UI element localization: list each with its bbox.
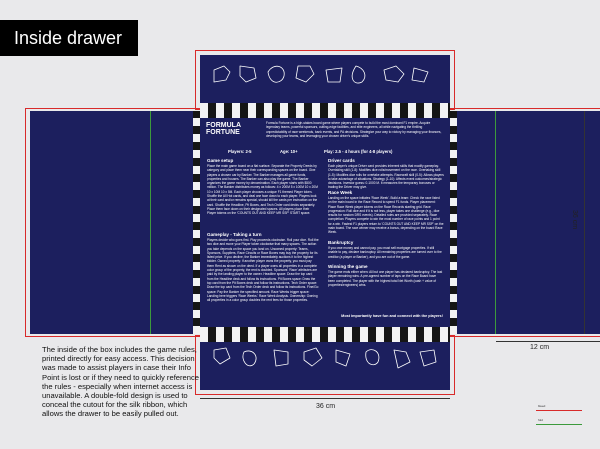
legend-fold-swatch: [536, 424, 582, 425]
track-icon: [214, 66, 230, 82]
body-bankruptcy: If you owe money and cannot pay, you must sell mortgage properties. If still unable to pay, declare bankruptcy. All remaining properties are turned over to the creditor (a player or Banker), and you are out of the game.: [328, 246, 442, 259]
body-driver-cards: Each player's unique Driver card provides inherent skills that modify gameplay. Overtaking skill (1-8): Modifies dice rolls/movement on the race. Overtaking skill (1-5): Modifies dice rolls for overtake attempts. Racecraft skill (0-5): Allows players to take advantage of situations. Strategy (1-10): Affects event outcomes/strategic decisions. Investor guess: 0-1000 M. It measures the temporary bonuses or trading the Driver may give.: [328, 164, 444, 190]
heading-bankruptcy: Bankruptcy: [328, 240, 354, 245]
flap-width-label: 12 cm: [530, 344, 550, 351]
logo-line-2: FORTUNE: [206, 129, 240, 136]
heading-game-setup: Game setup: [207, 158, 234, 163]
heading-driver-cards: Driver cards: [328, 158, 355, 163]
logo-line-1: FORMULA: [206, 122, 241, 129]
height-dimension-label: 36 cm: [571, 210, 578, 230]
body-race-week: Landing on the space initiates 'Race Week'. Build a team: Check the race listed on the main board in the Race Record to spend F1 funds. Player placement: Place Race Week player tokens on the Race Records starting grid. Race progression: Roll dice and if it is not less, player takes one challenge (e.g., dice results for random DRS events). Detailed rules are provided separately. Race completion: Players compete to win the most number of race points and 1 point for a win. Fastest F1 players return to 'COUNTS OUT AND KEEP MR SSP' on the main board. The race winner may receive a bonus, depending on the board Race Week.: [328, 196, 444, 235]
track-icon: [394, 350, 410, 368]
description-caption: The inside of the box includes the game rules, printed directly for easy access. This decision was made to assist players in case their Info Point is lost or if they need to quickly reference the rules - especially when internet access is unavailable. A double-fold design is used to conceal the cutout for the silk ribbon, which allows the drawer to be easily pulled out.: [42, 345, 200, 419]
legend-bleed-label: bleed: [538, 404, 546, 408]
legend: [520, 400, 590, 430]
track-icon: [214, 348, 230, 364]
players-info: Players: 2-5: [228, 149, 252, 154]
body-gameplay: Players decide who goes first. Play proceeds clockwise. Roll your dice. Roll the two dice and move your Player token clockwise that many spaces. The action you take depends on the space you land on. Unowned property: Teams, Sponsors, Suppliers, Race Circuits or Race Boxes may buy the property for its listed price. If you decline, the Banker immediately auctions it to the highest bidder. Owned property: If another player owns the property, you must pay them Rent as shown on the deed. If a player owns all properties in a complete color group of the property, the rent is doubled. Sponsors' 'Race' attributes are paid by the landing player to the owner. Headline space: Draw the top card from the Headline deck and follow its instructions. Pit Boxes space: Draw the top card from the Pit Boxes deck and follow its instructions. Tech Order space: Draw the top card from the Tech Order deck and follow its instructions. Fine/Go space: Pay the Banker the specified amount. Race Weeks trigger space: Landing here triggers 'Race Weeks.' Race Week Analysis. Ownership: Owning all properties in a color group doubles the rent fees for those properties.: [207, 238, 319, 303]
height-dimension-line: [584, 111, 585, 334]
track-icon: [240, 66, 256, 82]
track-icon: [274, 350, 288, 366]
track-icon: [243, 351, 256, 366]
age-info: Age: 10+: [280, 149, 298, 154]
track-icon: [420, 350, 436, 366]
track-icon: [352, 66, 365, 83]
flap-width-dimension-line: [496, 341, 600, 342]
legend-bleed-swatch: [536, 410, 582, 411]
bottom-width-label: 36 cm: [316, 403, 336, 410]
track-icon: [336, 350, 350, 366]
track-icon: [304, 348, 322, 366]
bottom-width-dimension-line: [200, 398, 450, 399]
intro-text: Formula Fortune is a high-stakes board game where players compete to build the most dominant F1 empire. Acquire legendary teams, powerful sponsors, cutting-edge facilities, and elite engineers, all while navigating the thrilling unpredictability of race weekends, bank events, and PA decisions. Strategize your way to victory by managing your finances, developing your teams, and leveraging your chosen driver's unique skills.: [266, 121, 442, 138]
heading-gameplay: Gameplay - Taking a turn: [207, 232, 262, 237]
track-icon: [366, 350, 379, 365]
closing-line: Most importantly have fun and connect with the players!: [341, 314, 443, 318]
legend-fold-label: fold: [538, 418, 543, 422]
slide-title: Inside drawer: [0, 20, 138, 56]
track-icon: [326, 68, 342, 82]
track-icon: [412, 68, 428, 82]
heading-winning: Winning the game: [328, 264, 368, 269]
track-icon: [268, 66, 284, 82]
body-winning: The game ends either when: All but one player has declared bankruptcy. The last player remaining wins. A pre-agreed number of laps on the Race Board have been completed. The player with the highest total Net Worth (cash + value of properties/engineers) wins.: [328, 270, 443, 287]
heading-race-week: Race Week: [328, 190, 353, 195]
playtime-info: Play: 2.5 - 4 hours (for 4-8 players): [324, 149, 393, 154]
body-game-setup: Place the main game board on a flat surface. Separate the Property Deeds by category and place them near their corresponding spaces on the board. Give players a chosen car by Banker. The Banker manages all game funds, properties and houses. The Banker can also play the game. The Banker organizes the game money by denomination. Each player starts with $500 million. The Banker distributes money as follows: 4 x 200M 5 x 100M 10 x 20M 10 x 10M 10 x 5M. Each player chooses a unique F1 themed Player token. Shuffle the All Hot cards, and deal one face down to each player. Players look at their card and/or remains special, should kill the cards per instruction on the card. Shuffle the Headline, Pit Boxes, and Tech Order card decks separately. Place them face down on their designated spaces. All players place their Player tokens on the 'COUNTS OUT AND KEEP MR SSP' START space.: [207, 164, 318, 216]
track-icon: [384, 66, 404, 82]
track-icon: [296, 66, 314, 82]
